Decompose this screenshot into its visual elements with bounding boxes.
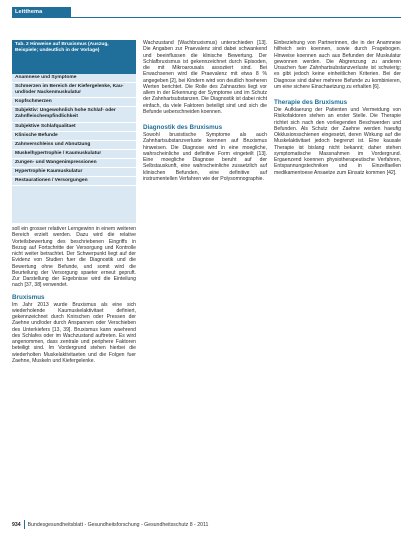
- page-footer: [12, 519, 401, 531]
- table-row: Zungen- und Wangenimpressionen: [12, 159, 136, 168]
- table-row: Hypertrophie Kaumuskulatur: [12, 168, 136, 177]
- header-rule: [12, 17, 401, 18]
- column-3: [274, 40, 401, 515]
- table-row: Kopfschmerzen: [12, 98, 136, 107]
- table-row: Subjektive Schlafqualitaet: [12, 123, 136, 132]
- column-2: [143, 40, 267, 515]
- table-row: Muskelhypertrophie / Kaumuskulatur: [12, 150, 136, 159]
- table-row: Subjektiv: Ungewohnlich hohe Schlaf- oder Zahnfleischempfindlichkeit: [12, 107, 136, 122]
- section-heading: Diagnostik des Bruxismus: [143, 124, 223, 131]
- body-paragraph: soll ein grosser relativer Lerngewinn in einem weiteren Bereich erzielt werden. Dazu wird die relative Vorteilsbewertung des beschriebenen Eingriffs in Bezug auf Fortschritte der Versorgung und Kontrolle nicht weiter betrachtet. Der Schwerpunkt liegt auf der Evidenz von Studien fuer die Diagnostik und die Bewertung ohne Befunde, und somit wird die Beurteilung der Versorgung spaeter erneut gepruft. Zur Darstellung der Ergebnisse wird die Einteilung nach [37, 38] verwendet.: [12, 226, 136, 289]
- column-1: [12, 226, 136, 516]
- body-paragraph: Einbeziehung von Partnerinnen, die in der Anamnese hilfreich sein koennen, sowie durch Fragebogen. Hinweise koennen auch aus Befunden der Muskulatur gewonnen werden. Die Abgrenzung zu anderen Ursachen fuer Zahnhartsubstanzverluste ist schwierig; es gibt jedoch keine einheitlichen Kriterien. Bei der Diagnose sind daher mehrere Befunde zu kombinieren, um eine sichere Einschaetzung zu erhalten [6].: [274, 40, 401, 90]
- journal-title: Bundesgesundheitsblatt - Gesundheitsforschung - Gesundheitsschutz 8 - 2011: [27, 522, 209, 528]
- body-paragraph: Die Aufklaerung der Patienten und Vermeidung von Risikofaktoren stehen an erster Stelle. Die Therapie richtet sich nach den vorliegenden Beschwerden und Befunden. Als Schutz der Zaehne werden haeufig Okklusionsschienen eingesetzt, deren Wirkung auf die Muskelaktivitaet jedoch begrenzt ist. Eine kausale Therapie ist bislang nicht bekannt; daher stehen symptomatische Massnahmen im Vordergrund. Ergaenzend koennen physiotherapeutische Verfahren, Entspannungstechniken und in Einzelfaellen medikamentoese Ansaetze zum Einsatz kommen [42].: [274, 107, 401, 176]
- section-heading: Bruxismus: [12, 293, 45, 301]
- table-row: Klinische Befunde: [12, 132, 136, 141]
- table-row: Anamnese und Symptome: [12, 74, 136, 83]
- section-label: Leitthema: [12, 7, 71, 17]
- section-heading: Therapie des Bruxismus: [274, 99, 348, 106]
- page-number: 934: [12, 522, 21, 528]
- footer-divider: [24, 520, 25, 529]
- table-row: Zahnverschleiss und Abnutzung: [12, 141, 136, 150]
- table-row: Restaurationen / Versorgungen: [12, 177, 136, 186]
- info-table: [12, 40, 136, 223]
- table-row: Schmerzen im Bereich der Kiefergelenke, Kau- und/oder Nackenmuskulatur: [12, 83, 136, 98]
- table-caption: Tab. 2 Hinweise auf Bruxismus (Auszug, Beispiele; undeutlich in der Vorlage): [12, 40, 136, 74]
- body-paragraph: Im Jahr 2013 wurde Bruxismus als eine sich wiederholende Kaumuskelaktivitaet definiert, gekennzeichnet durch Knirschen oder Pressen der Zaehne und/oder durch Anspannen oder Verschieben des Unterkiefers [13, 39]. Bruxismus kann waehrend des Schlafes oder im Wachzustand auftreten. Es wird angenommen, dass zentrale und periphere Faktoren beteiligt sind. Im Vordergrund stehen hierbei die wiederholten Muskelaktivitaeten und die Folgen fuer Zaehne, Muskeln und Kiefergelenke.: [12, 301, 136, 364]
- body-paragraph: Sowohl bruxistische Symptome als auch Zahnhartsubstanzverluste koennen auf Bruxismus hinweisen. Die Diagnose wird in eine moegliche, wahrscheinliche und definitive Form eingeteilt [13]. Eine moegliche Diagnose beruht auf der Selbstauskunft, eine wahrscheinliche zusaetzlich auf klinischen Befunden, eine definitive auf instrumentellen Verfahren wie der Polysomnographie.: [143, 132, 267, 182]
- body-paragraph: Wachzustand (Wachbruxismus) unterschieden [13]. Die Angaben zur Praevalenz sind dabei schwankend und beeinflussen die klinische Bewertung. Der Schlafbruxismus ist gekennzeichnet durch Episoden, die mit Mikroarousals assoziiert sind. Bei Erwachsenen wird die Praevalenz mit etwa 8 % angegeben [2], bei Kindern wird von deutlich hoeheren Werten berichtet. Die Rolle des Zahnarztes liegt vor allem in der Erkennung der Symptome und im Schutz der Zahnhartsubstanzen. Die Diagnostik ist dabei nicht einfach, da viele Faktoren beteiligt sind und sich die Befunde ueberschneiden koennen.: [143, 40, 267, 115]
